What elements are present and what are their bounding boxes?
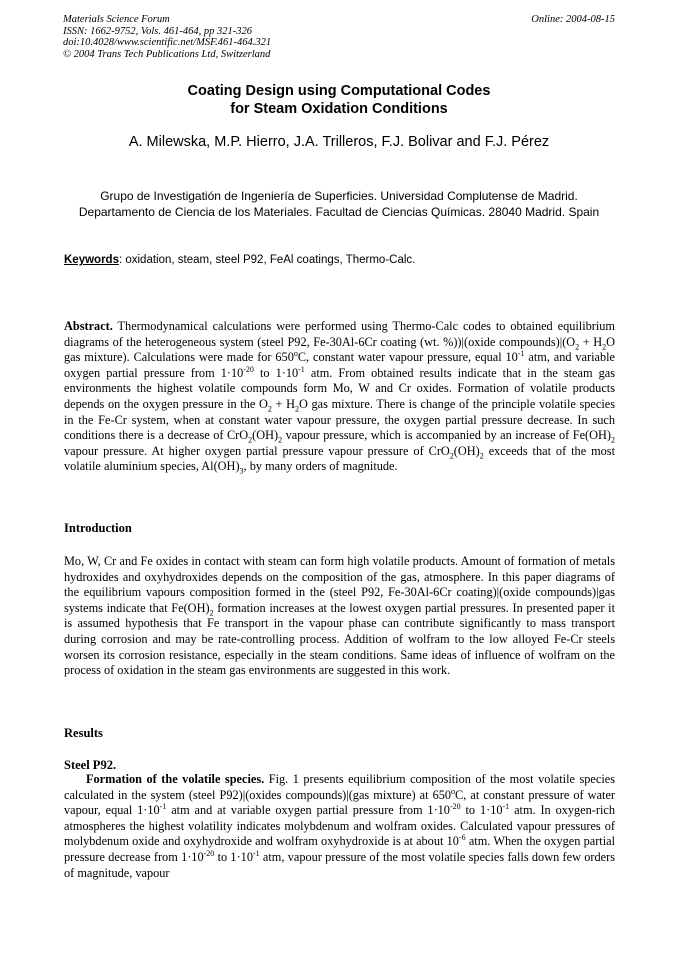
subscript: 2: [479, 451, 484, 461]
subscript: 2: [575, 342, 580, 352]
intro-text: formation increases at the lowest oxygen partial pressures. In presented paper it is assumed hypothesis that Fe transport in the vapour phase can contribute significantly to mass transport during corrosion and may be rate-controlling process. Addition of wolfram to the low alloyed Fe-Cr steels worsen its corrosion resistance, especially in the steam conditions. Same ideas of influence of wolfram on the process of oxidation in the steam gas environments are suggested in this work.: [64, 600, 615, 678]
results-text: to 1·10: [460, 803, 503, 818]
results-text: atm. When the oxygen partial pressure decrease from 1·10: [64, 834, 615, 864]
superscript: -1: [159, 802, 167, 812]
title-line-1: Coating Design using Computational Codes: [187, 83, 491, 99]
superscript: o: [451, 786, 456, 796]
superscript: -1: [298, 364, 305, 374]
journal-name: Materials Science Forum: [63, 14, 170, 25]
abstract-text: + H: [271, 396, 295, 411]
abstract-text: Thermodynamical calculations were performed using Thermo-Calc codes to obtained equilibrium diagrams of the heterogeneous system (steel P92, Fe-30Al-6Cr coating (wt. %))|(oxide compounds)|(O: [64, 319, 615, 349]
intro-text: Mo, W, Cr and Fe oxides in contact with steam can form high volatile products. Amount of formation of metals hydroxides and oxyhydroxides depends on the composition of the gas, atmosphere. In this paper diagrams of the equilibrium vapours composition formed in the (steel P92, Fe-30Al-6Cr coating)|(oxide compounds)|gas systems indicate that Fe(OH): [64, 554, 615, 615]
superscript: o: [293, 349, 298, 359]
keywords-label: Keywords: [64, 254, 119, 266]
subscript: 3: [239, 466, 244, 476]
abstract-label: Abstract.: [64, 319, 113, 333]
abstract-text: vapour pressure, which is accompanied by an increase of Fe(OH): [282, 428, 611, 443]
abstract-text: + H: [579, 334, 603, 349]
superscript: -20: [449, 802, 461, 812]
subscript: 2: [602, 342, 607, 352]
results-text: to 1·10: [214, 849, 253, 864]
superscript: -1: [502, 802, 510, 812]
abstract-text: vapour pressure. At higher oxygen partial pressure vapour pressure of CrO: [64, 443, 450, 458]
results-text: atm and at variable oxygen partial pressure from 1·10: [166, 803, 450, 818]
abstract-text: atm. From obtained results indicate that in the steam gas environments the highest volatile compounds form Mo, W and Cr oxides. Formation of volatile products depends on the oxygen pressure in the O: [64, 365, 615, 411]
results-paragraph: [64, 772, 615, 881]
results-text: atm, vapour pressure of the most volatile species falls down few orders of magnitude, vapour: [64, 849, 615, 880]
abstract-text: (OH): [453, 443, 480, 458]
section-heading-introduction: Introduction: [64, 521, 132, 535]
journal-doi: doi:10.4028/www.scientific.net/MSF.461-464.321: [63, 37, 272, 48]
abstract-text: (OH): [252, 428, 279, 443]
subsection-heading-steel: Steel P92.: [64, 758, 117, 772]
paper-title: [0, 82, 678, 118]
journal-copyright: © 2004 Trans Tech Publications Ltd, Switzerland: [63, 48, 271, 60]
superscript: -20: [243, 364, 254, 374]
affiliation-line-1: Grupo de Investigatión de Ingeniería de Superficies. Universidad Complutense de Madrid.: [100, 189, 578, 203]
affiliation: [0, 189, 678, 220]
affiliation-line-2: Departamento de Ciencia de los Materiales. Facultad de Ciencias Químicas. 28040 Madrid. Spain: [78, 204, 600, 219]
subscript: 2: [295, 404, 299, 414]
keywords: [64, 253, 624, 267]
superscript: -1: [252, 848, 260, 858]
introduction-paragraph: [64, 554, 615, 679]
paragraph-label: Formation of the volatile species.: [86, 772, 265, 786]
journal-issn: ISSN: 1662-9752, Vols. 461-464, pp 321-326: [63, 25, 252, 37]
abstract-text: atm, and variable oxygen partial pressure from 1·10: [64, 350, 616, 380]
results-text: atm. In oxygen-rich atmospheres the highest volatility indicates molybdenum and wolfram oxides. Calculated vapour pressures of molybdenum oxide and oxyhydroxide and wolfram oxyhydroxide is at about 10: [64, 803, 615, 849]
author-list: A. Milewska, M.P. Hierro, J.A. Trilleros, F.J. Bolivar and F.J. Pérez: [128, 134, 550, 150]
results-text: C, at constant pressure of water vapour, equal 1·10: [64, 787, 615, 818]
title-line-2: for Steam Oxidation Conditions: [230, 101, 448, 117]
abstract-text: C, constant water vapour pressure, equal 10: [297, 350, 518, 365]
superscript: -6: [458, 833, 466, 843]
abstract-text: to 1·10: [253, 365, 299, 380]
superscript: -20: [203, 848, 215, 858]
subscript: 2: [209, 608, 214, 618]
subscript: 2: [278, 435, 283, 445]
results-text: Fig. 1 presents equilibrium composition of the most volatile species calculated in the system (steel P92)|(oxides compounds)|(gas mixture) at 650: [64, 772, 615, 802]
abstract-text: O gas mixture. There is change of the principle volatile species in the Fe-Cr system, when at constant water vapour pressure, the oxygen partial pressure decrease. In such conditions there is a decrease of CrO: [64, 396, 615, 443]
subscript: 2: [248, 435, 253, 445]
subscript: 2: [611, 435, 615, 445]
abstract-text: , by many orders of magnitude.: [243, 459, 398, 474]
section-heading-results: Results: [64, 726, 103, 740]
subscript: 2: [267, 404, 272, 414]
subscript: 2: [449, 451, 454, 461]
journal-header: [63, 14, 271, 60]
keywords-text: : oxidation, steam, steel P92, FeAl coatings, Thermo-Calc.: [118, 254, 416, 266]
superscript: -1: [517, 349, 525, 359]
abstract-text: O gas mixture). Calculations were made for 650: [64, 334, 616, 365]
abstract-text: exceeds that of the most volatile aluminium species, Al(OH): [64, 443, 616, 474]
abstract: [64, 319, 615, 475]
online-date: Online: 2004-08-15: [531, 14, 615, 25]
